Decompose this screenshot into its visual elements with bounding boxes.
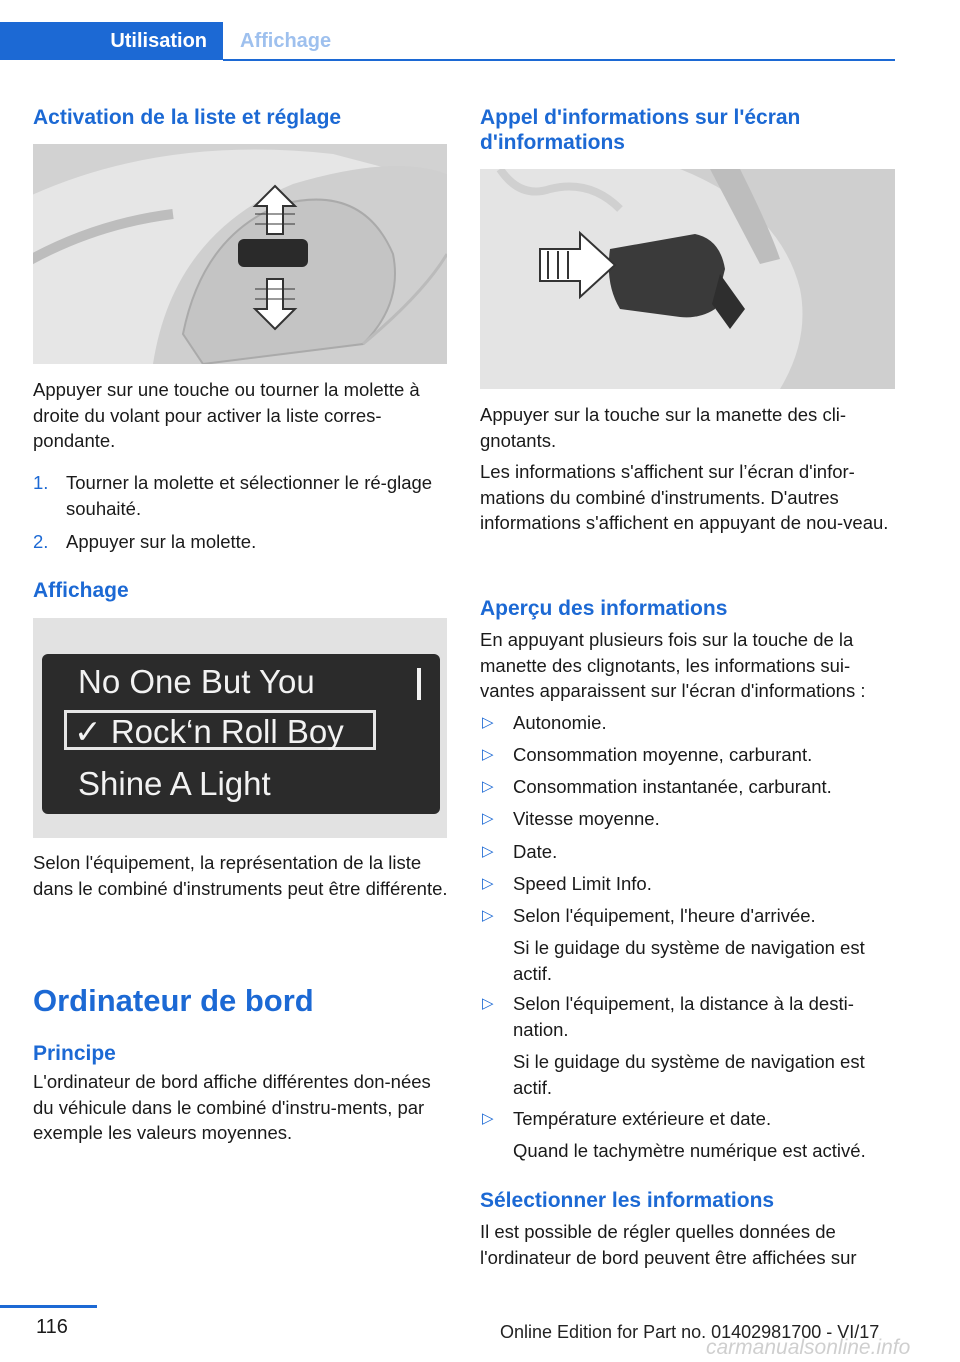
turn-signal-stalk-illustration (480, 169, 895, 389)
list-item (480, 806, 900, 832)
display-item: Shine A Light (78, 765, 271, 802)
bullet-text: Autonomie. (513, 712, 607, 733)
tab-utilisation[interactable]: Utilisation (0, 22, 223, 60)
bullet-triangle-icon: ▷ (482, 875, 494, 892)
paragraph-informations: Les informations s'affichent sur l’écran d'infor-mations du combiné d'instruments. D'autres informations s'affichent en appuyant de nou-veau. (480, 461, 889, 533)
bullet-text: Selon l'équipement, l'heure d'arrivée. (513, 905, 816, 926)
heading-appel-informations: Appel d'informations sur l'écran d'informations (480, 106, 801, 154)
bullet-triangle-icon: ▷ (482, 995, 494, 1012)
thumbwheel-shape (238, 239, 308, 267)
bullet-triangle-icon: ▷ (482, 907, 494, 924)
step-text: Appuyer sur la molette. (66, 531, 257, 552)
bullet-triangle-icon: ▷ (482, 843, 494, 860)
heading-affichage: Affichage (33, 579, 129, 602)
heading-principe: Principe (33, 1042, 116, 1065)
scrollbar (417, 668, 421, 700)
bullet-text: Température extérieure et date. (513, 1108, 772, 1129)
bullet-triangle-icon: ▷ (482, 1110, 494, 1127)
paragraph-selon-equipement: Selon l'équipement, la représentation de la liste dans le combiné d'instruments peut être différente. (33, 852, 448, 899)
bullet-note: Si le guidage du système de navigation est actif. (513, 937, 865, 984)
list-item (480, 903, 900, 929)
bullet-triangle-icon: ▷ (482, 810, 494, 827)
step-number: 2. (33, 531, 49, 552)
tab-affichage[interactable]: Affichage (240, 29, 332, 52)
steering-wheel-illustration (33, 144, 447, 364)
bullet-text: Speed Limit Info. (513, 873, 652, 894)
list-item (33, 529, 453, 555)
list-item (480, 991, 900, 1043)
paragraph-principe: L'ordinateur de bord affiche différentes don-nées du véhicule dans le combiné d'instru-ments, par exemple les valeurs moyennes. (33, 1071, 431, 1143)
bullet-text: Selon l'équipement, la distance à la desti-nation. (513, 993, 854, 1040)
header-divider (223, 59, 895, 61)
paragraph-appuyer-touche: Appuyer sur la touche sur la manette des cli-gnotants. (480, 404, 847, 451)
list-item (480, 774, 900, 800)
bullet-note: Quand le tachymètre numérique est activé. (513, 1140, 866, 1161)
bullet-text: Date. (513, 841, 558, 862)
heading-ordinateur-de-bord: Ordinateur de bord (33, 983, 314, 1018)
paragraph-apercu: En appuyant plusieurs fois sur la touche de la manette des clignotants, les informations sui-vantes apparaissent sur l'écran d'informations : (480, 629, 866, 701)
heading-apercu: Aperçu des informations (480, 597, 728, 620)
bullet-triangle-icon: ▷ (482, 778, 494, 795)
paragraph-appuyer-molette: Appuyer sur une touche ou tourner la molette à droite du volant pour activer la liste corres-pondante. (33, 379, 420, 451)
bullet-text: Vitesse moyenne. (513, 808, 660, 829)
bullet-triangle-icon: ▷ (482, 746, 494, 763)
display-item-selected: ✓ Rock‘n Roll Boy (74, 713, 344, 750)
list-item (480, 871, 900, 897)
display-figure (33, 618, 447, 838)
footer-divider (0, 1305, 97, 1308)
list-item (480, 710, 900, 736)
list-item (480, 839, 900, 865)
edition-text: Online Edition for Part no. 01402981700 - VI/17 (500, 1322, 880, 1342)
list-item (480, 1106, 900, 1132)
list-item (480, 742, 900, 768)
header-tabs (0, 0, 895, 60)
bullet-text: Consommation instantanée, carburant. (513, 776, 832, 797)
display-screen (42, 654, 440, 814)
step-text: Tourner la molette et sélectionner le ré-glage souhaité. (66, 472, 433, 519)
bullet-note: Si le guidage du système de navigation est actif. (513, 1051, 865, 1098)
display-item: No One But You (78, 663, 315, 700)
page-number: 116 (36, 1316, 68, 1338)
step-number: 1. (33, 472, 49, 493)
watermark: carmanualsonline.info (706, 1336, 911, 1359)
heading-selectionner: Sélectionner les informations (480, 1189, 775, 1212)
stalk-figure (480, 169, 895, 389)
heading-activation: Activation de la liste et réglage (33, 106, 342, 129)
bullet-triangle-icon: ▷ (482, 714, 494, 731)
paragraph-selectionner: Il est possible de régler quelles données de l'ordinateur de bord peuvent être affichées sur (480, 1221, 857, 1268)
steering-wheel-figure (33, 144, 447, 364)
list-item (33, 470, 453, 522)
bullet-text: Consommation moyenne, carburant. (513, 744, 813, 765)
